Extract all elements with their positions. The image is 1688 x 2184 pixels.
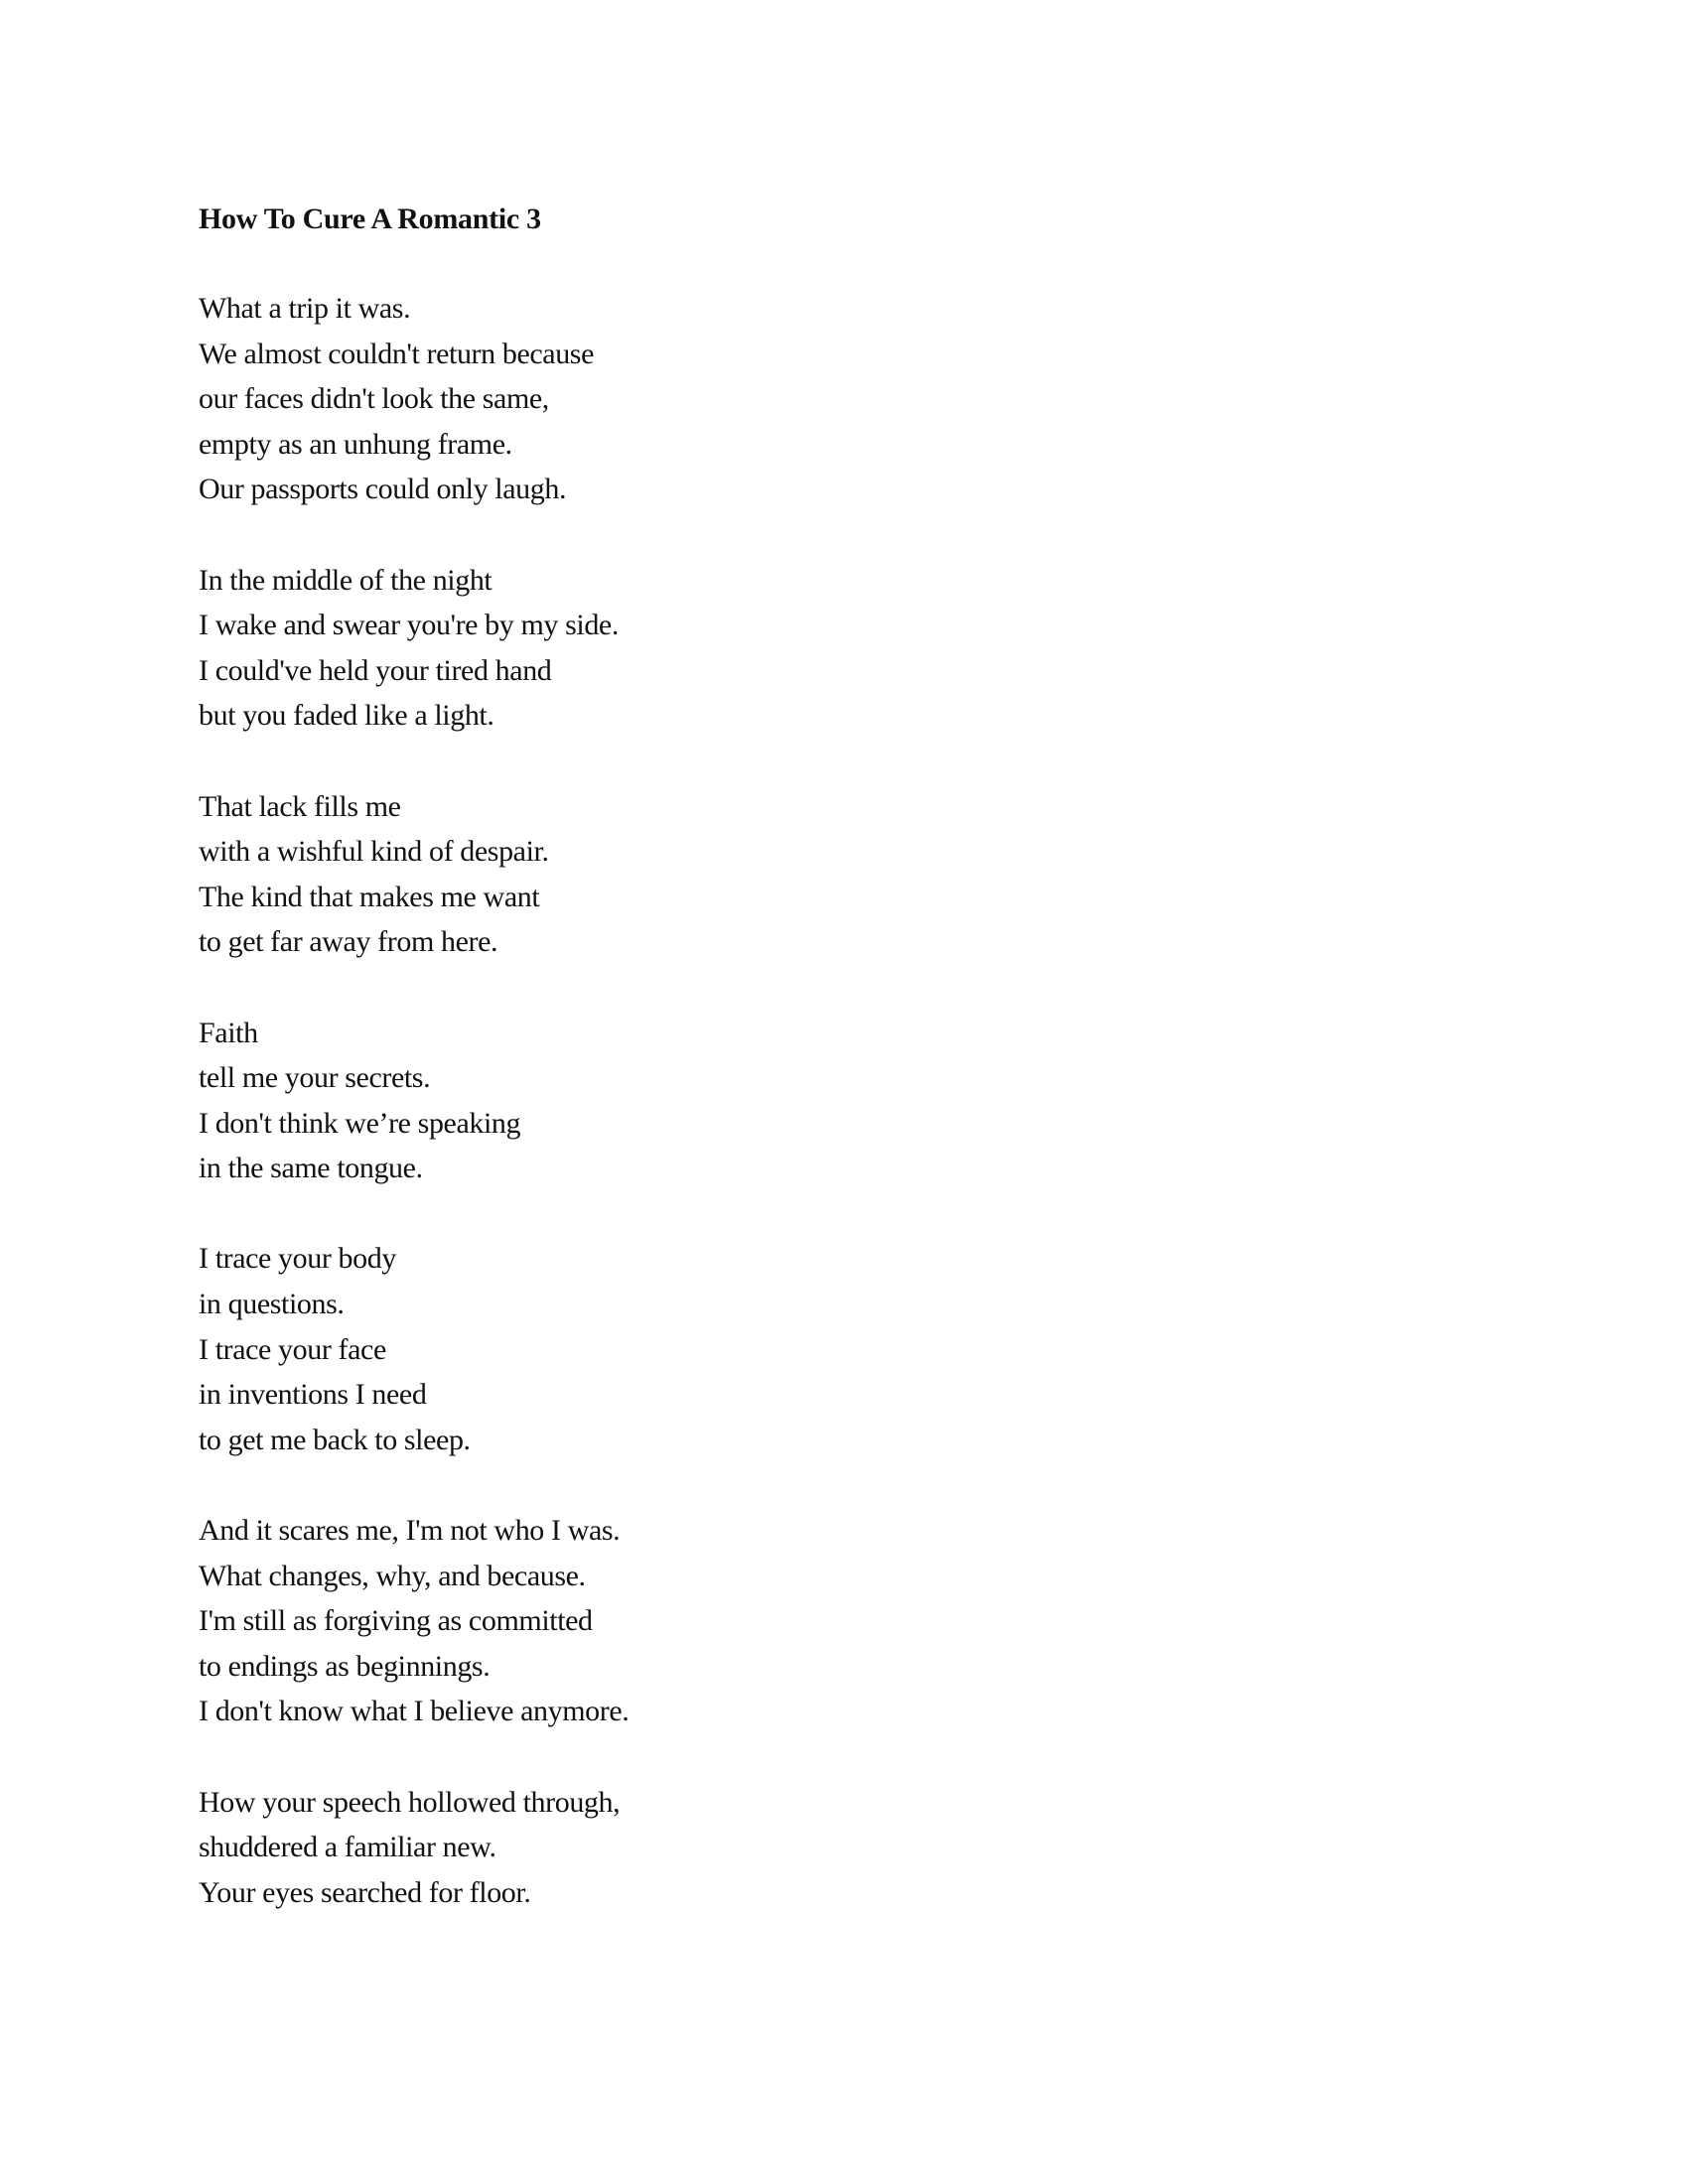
poem-line: shuddered a familiar new. — [199, 1831, 496, 1864]
poem-line: with a wishful kind of despair. — [199, 835, 549, 869]
stanza-7 — [199, 1780, 1489, 1916]
poem-line: What a trip it was. — [199, 292, 411, 325]
poem-line: I'm still as forgiving as committed — [199, 1604, 593, 1638]
poem-line: We almost couldn't return because — [199, 337, 594, 370]
poem-line: in inventions I need — [199, 1378, 427, 1412]
poem-body — [199, 286, 1489, 1915]
poem — [199, 197, 1489, 1915]
poem-line: I trace your face — [199, 1332, 386, 1366]
poem-line: What changes, why, and because. — [199, 1559, 586, 1592]
poem-line: I wake and swear you're by my side. — [199, 609, 619, 642]
poem-line: to get me back to sleep. — [199, 1423, 471, 1456]
poem-line: I trace your body — [199, 1242, 396, 1276]
poem-line: Our passports could only laugh. — [199, 473, 567, 506]
poem-line: Your eyes searched for floor. — [199, 1875, 531, 1909]
stanza-5 — [199, 1236, 1489, 1462]
poem-line: I don't think we’re speaking — [199, 1106, 521, 1140]
stanza-4 — [199, 1011, 1489, 1191]
poem-line: Faith — [199, 1016, 258, 1049]
stanza-3 — [199, 784, 1489, 965]
poem-title: How To Cure A Romantic 3 — [199, 203, 541, 235]
poem-line: And it scares me, I'm not who I was. — [199, 1514, 621, 1548]
poem-line: empty as an unhung frame. — [199, 427, 512, 461]
poem-line: tell me your secrets. — [199, 1061, 431, 1095]
poem-line: to endings as beginnings. — [199, 1649, 491, 1683]
poem-line: in questions. — [199, 1288, 345, 1321]
poem-line: in the same tongue. — [199, 1152, 423, 1185]
poem-line: In the middle of the night — [199, 563, 492, 597]
stanza-6 — [199, 1508, 1489, 1734]
poem-line: That lack fills me — [199, 789, 401, 823]
poem-line: to get far away from here. — [199, 925, 498, 959]
poem-line: but you faded like a light. — [199, 699, 494, 733]
poem-line: The kind that makes me want — [199, 880, 540, 913]
poem-line: our faces didn't look the same, — [199, 382, 549, 416]
poem-line: I don't know what I believe anymore. — [199, 1695, 630, 1728]
stanza-2 — [199, 558, 1489, 739]
poem-line: I could've held your tired hand — [199, 653, 552, 687]
stanza-1 — [199, 286, 1489, 512]
poem-line: How your speech hollowed through, — [199, 1785, 621, 1819]
